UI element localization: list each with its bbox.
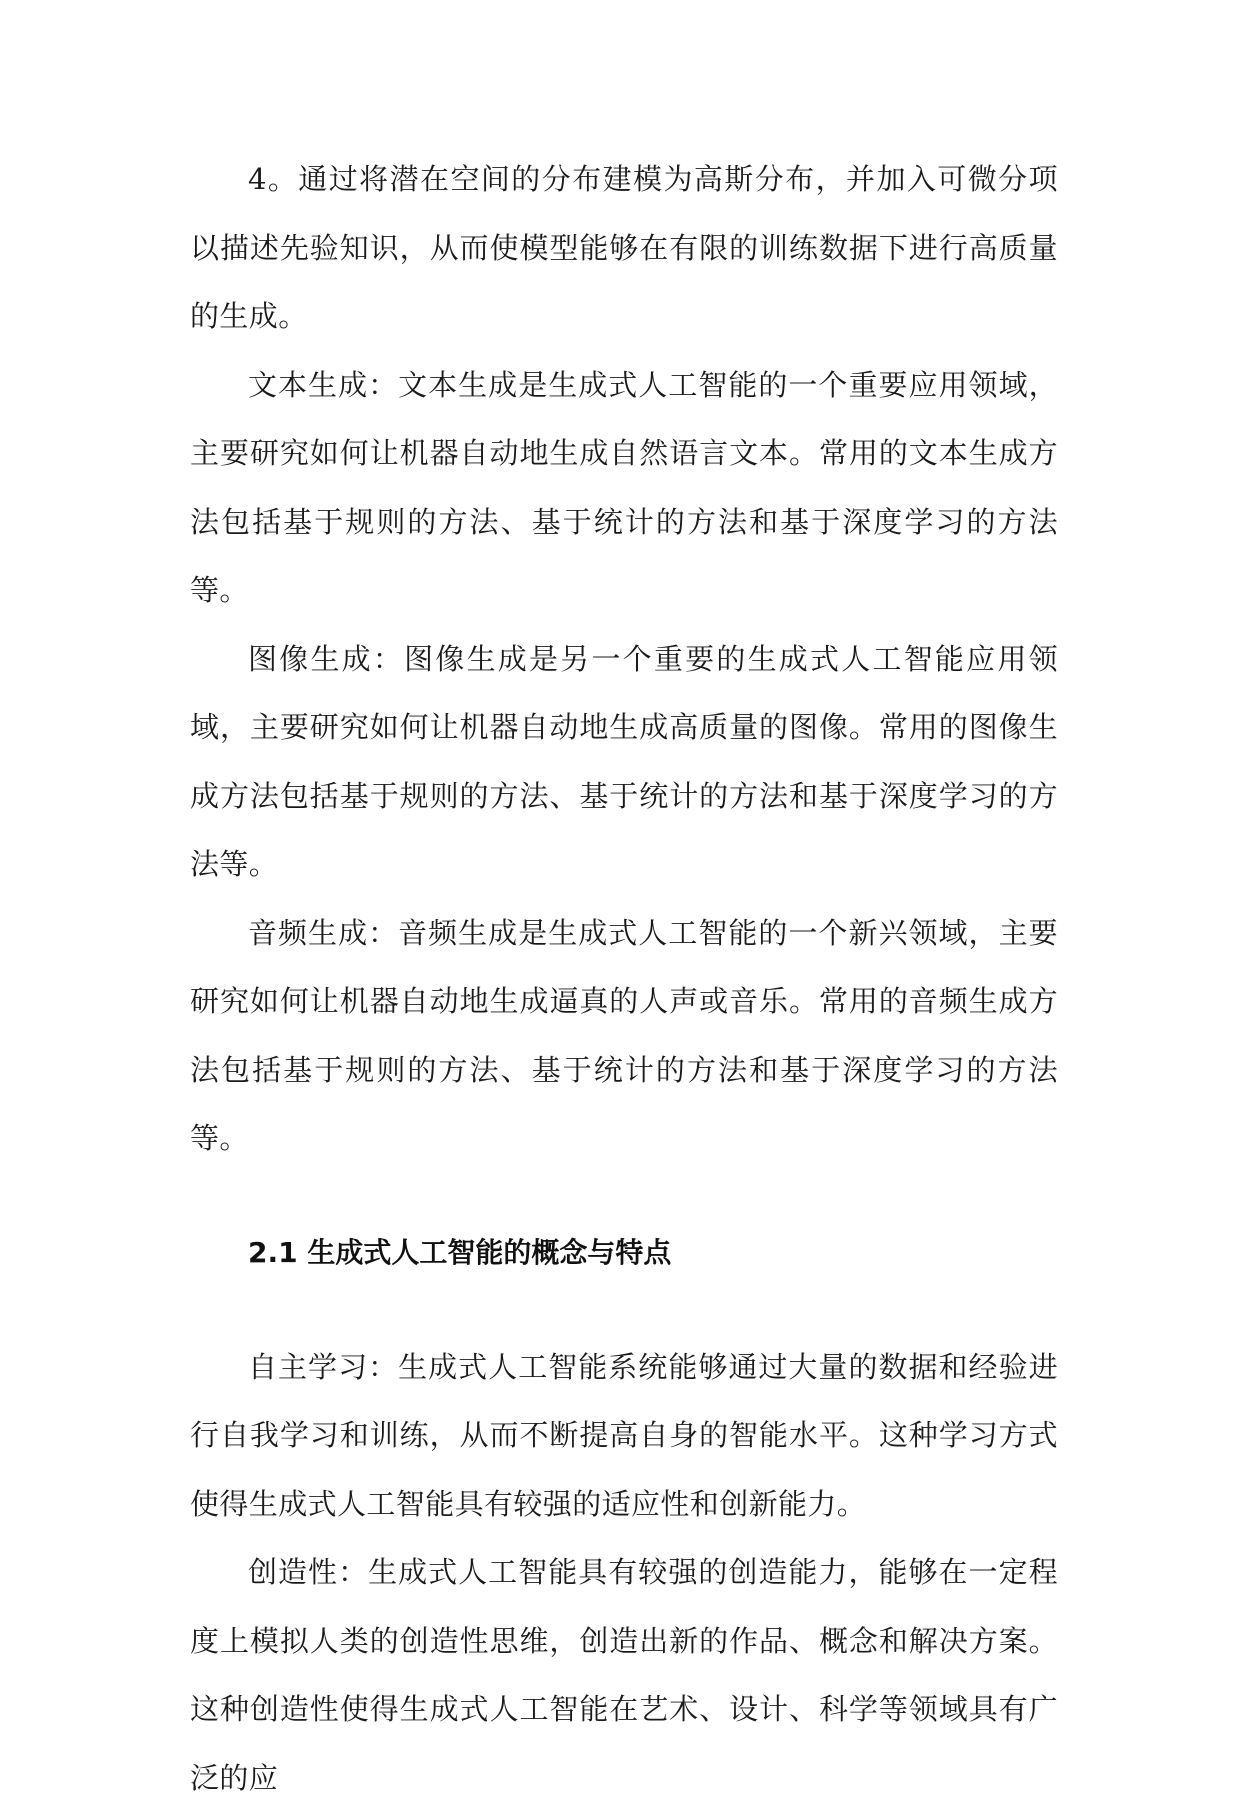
paragraph-audio-generation: 音频生成：音频生成是生成式人工智能的一个新兴领域，主要研究如何让机器自动地生成逼真的人声或音乐。常用的音频生成方法包括基于规则的方法、基于统计的方法和基于深度学习的方法等。 <box>190 915 1058 1155</box>
paragraph-autonomous-learning: 自主学习：生成式人工智能系统能够通过大量的数据和经验进行自我学习和训练，从而不断提高自身的智能水平。这种学习方式使得生成式人工智能具有较强的适应性和创新能力。 <box>190 1349 1058 1521</box>
paragraph-vae-point-4: 4。通过将潜在空间的分布建模为高斯分布，并加入可微分项以描述先验知识，从而使模型能够在有限的训练数据下进行高质量的生成。 <box>190 162 1058 333</box>
paragraph-image-generation: 图像生成：图像生成是另一个重要的生成式人工智能应用领域，主要研究如何让机器自动地生成高质量的图像。常用的图像生成方法包括基于规则的方法、基于统计的方法和基于深度学习的方法等。 <box>190 641 1058 881</box>
paragraph-text-generation: 文本生成：文本生成是生成式人工智能的一个重要应用领域，主要研究如何让机器自动地生成自然语言文本。常用的文本生成方法包括基于规则的方法、基于统计的方法和基于深度学习的方法等。 <box>190 367 1058 607</box>
paragraph-creativity: 创造性：生成式人工智能具有较强的创造能力，能够在一定程度上模拟人类的创造性思维，创造出新的作品、概念和解决方案。这种创造性使得生成式人工智能在艺术、设计、科学等领域具有广泛的应 <box>190 1555 1058 1795</box>
page-body <box>190 145 1058 1812</box>
section-heading: 2.1 生成式人工智能的概念与特点 <box>248 1235 672 1269</box>
